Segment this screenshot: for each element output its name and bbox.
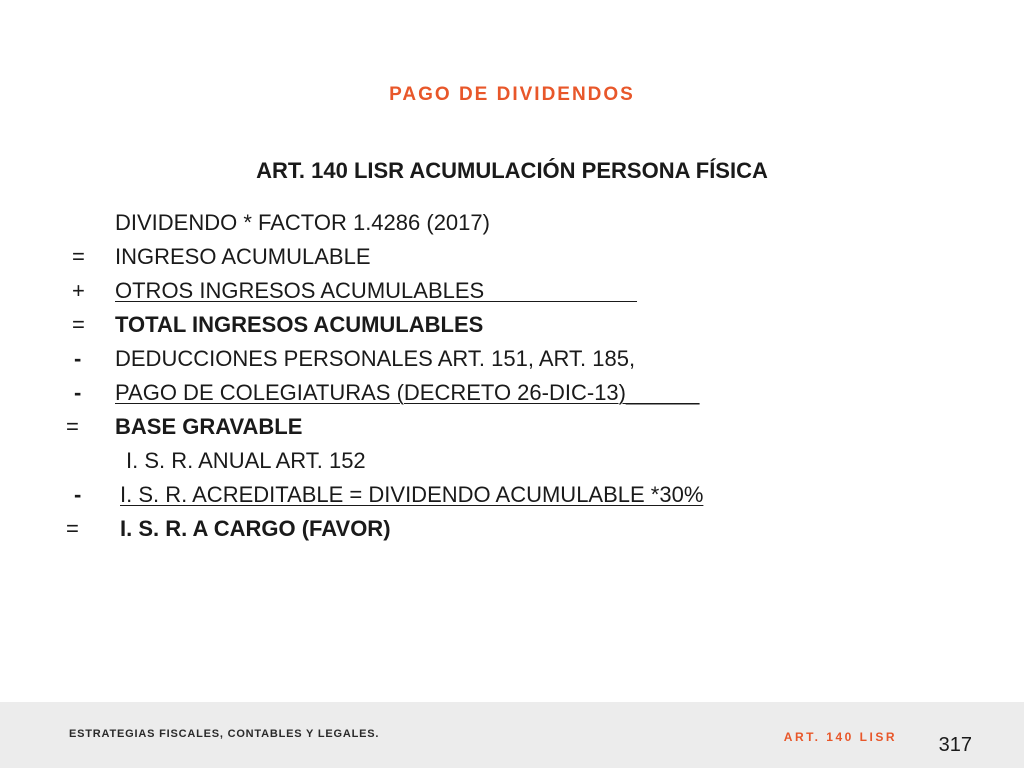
operator: = (66, 414, 79, 439)
operator: - (74, 346, 82, 371)
footer-section-label: ART. 140 LISR (783, 730, 897, 744)
formula-line (0, 206, 1024, 240)
line-text: I. S. R. ACREDITABLE = DIVIDENDO ACUMULABLE *30% (120, 482, 704, 507)
formula-line (0, 376, 1024, 410)
line-text: DEDUCCIONES PERSONALES ART. 151, ART. 185, (115, 346, 636, 371)
main-title: ART. 140 LISR ACUMULACIÓN PERSONA FÍSICA (256, 158, 768, 183)
formula-line (0, 478, 1024, 512)
line-text: I. S. R. A CARGO (FAVOR) (120, 516, 391, 541)
line-text: OTROS INGRESOS ACUMULABLES (115, 278, 638, 303)
page-number: 317 (938, 734, 972, 756)
formula-lines (0, 206, 1024, 546)
operator: + (72, 278, 85, 303)
footer-bar (0, 702, 1024, 768)
formula-line (0, 274, 1024, 308)
formula-line (0, 444, 1024, 478)
formula-line (0, 308, 1024, 342)
operator: = (72, 312, 85, 337)
line-text: DIVIDENDO * FACTOR 1.4286 (2017) (115, 210, 490, 235)
section-title: PAGO DE DIVIDENDOS (389, 84, 635, 105)
formula-line (0, 240, 1024, 274)
operator: = (66, 516, 79, 541)
formula-line (0, 410, 1024, 444)
operator: - (74, 380, 82, 405)
line-text: INGRESO ACUMULABLE (115, 244, 371, 269)
formula-line (0, 342, 1024, 376)
line-text: BASE GRAVABLE (115, 414, 303, 439)
footer-company-text: ESTRATEGIAS FISCALES, CONTABLES Y LEGALES. (69, 728, 380, 740)
operator: = (72, 244, 85, 269)
line-text: PAGO DE COLEGIATURAS (DECRETO 26-DIC-13)______ (115, 380, 700, 405)
operator: - (74, 482, 82, 507)
formula-line (0, 512, 1024, 546)
line-text: I. S. R. ANUAL ART. 152 (126, 448, 366, 473)
line-text: TOTAL INGRESOS ACUMULABLES (115, 312, 484, 337)
